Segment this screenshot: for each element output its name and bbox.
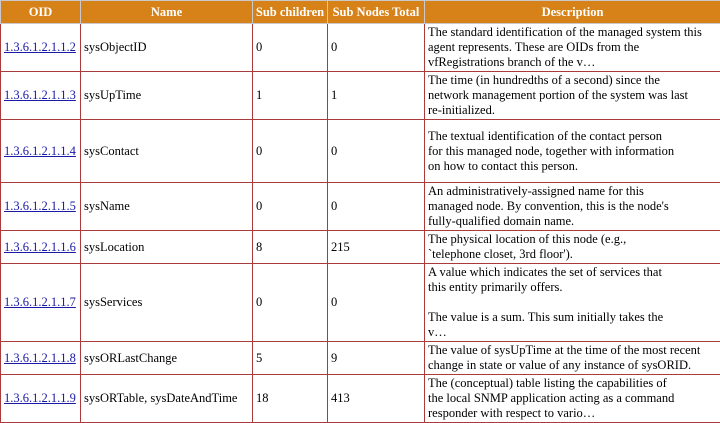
description-text: The physical location of this node (e.g., `telephone closet, 3rd floor'). [428,232,717,262]
description-text: A value which indicates the set of services that this entity primarily offers. The value is a sum. This sum initially takes the v… [428,265,717,340]
sub-children-cell: 5 [253,342,328,375]
sub-nodes-total-cell: 0 [328,264,425,342]
description-cell [425,183,720,231]
name-cell: sysObjectID [81,24,253,72]
oid-link[interactable]: 1.3.6.1.2.1.1.2 [4,40,76,54]
sub-nodes-total-cell: 0 [328,183,425,231]
header-sub-children[interactable]: Sub children [253,1,328,24]
description-text: The time (in hundredths of a second) since the network management portion of the system was last re-initialized. [428,73,717,118]
sub-nodes-total-cell: 413 [328,375,425,423]
description-cell [425,120,720,183]
table-row [1,231,720,264]
description-text: The textual identification of the contact person for this managed node, together with information on how to contact this person. [428,129,717,174]
description-cell [425,375,720,423]
sub-nodes-total-cell: 0 [328,24,425,72]
sub-nodes-total-cell: 0 [328,120,425,183]
table-row [1,375,720,423]
oid-link[interactable]: 1.3.6.1.2.1.1.5 [4,199,76,213]
table-row [1,342,720,375]
oid-cell [1,231,81,264]
sub-children-cell: 1 [253,72,328,120]
sub-children-cell: 0 [253,264,328,342]
sub-nodes-total-cell: 1 [328,72,425,120]
header-sub-nodes-total[interactable]: Sub Nodes Total [328,1,425,24]
header-description[interactable]: Description [425,1,720,24]
name-cell: sysORTable, sysDateAndTime [81,375,253,423]
name-cell: sysORLastChange [81,342,253,375]
oid-cell [1,342,81,375]
header-oid[interactable]: OID [1,1,81,24]
description-cell [425,231,720,264]
description-cell [425,342,720,375]
oid-cell [1,264,81,342]
description-text: The value of sysUpTime at the time of the most recent change in state or value of any instance of sysORID. [428,343,717,373]
sub-children-cell: 0 [253,120,328,183]
oid-cell [1,183,81,231]
oid-link[interactable]: 1.3.6.1.2.1.1.3 [4,88,76,102]
oid-cell [1,120,81,183]
sub-nodes-total-cell: 215 [328,231,425,264]
oid-link[interactable]: 1.3.6.1.2.1.1.7 [4,295,76,309]
description-text: The standard identification of the managed system this agent represents. These are OIDs from the vfRegistrations branch of the v… [428,25,717,70]
table-row [1,120,720,183]
description-text: An administratively-assigned name for this managed node. By convention, this is the node's fully-qualified domain name. [428,184,717,229]
sub-children-cell: 18 [253,375,328,423]
name-cell: sysContact [81,120,253,183]
sub-nodes-total-cell: 9 [328,342,425,375]
name-cell: sysLocation [81,231,253,264]
oid-link[interactable]: 1.3.6.1.2.1.1.4 [4,144,76,158]
table-row [1,264,720,342]
description-cell [425,24,720,72]
oid-link[interactable]: 1.3.6.1.2.1.1.9 [4,391,76,405]
oid-link[interactable]: 1.3.6.1.2.1.1.6 [4,240,76,254]
table-header-row [1,1,720,24]
description-cell [425,264,720,342]
description-text: The (conceptual) table listing the capabilities of the local SNMP application acting as a command responder with respect to vario… [428,376,717,421]
table-row [1,72,720,120]
sub-children-cell: 0 [253,183,328,231]
table-row [1,183,720,231]
name-cell: sysName [81,183,253,231]
oid-cell [1,375,81,423]
name-cell: sysServices [81,264,253,342]
name-cell: sysUpTime [81,72,253,120]
sub-children-cell: 8 [253,231,328,264]
sub-children-cell: 0 [253,24,328,72]
oid-cell [1,24,81,72]
description-cell [425,72,720,120]
oid-cell [1,72,81,120]
header-name[interactable]: Name [81,1,253,24]
oid-link[interactable]: 1.3.6.1.2.1.1.8 [4,351,76,365]
table-row [1,24,720,72]
